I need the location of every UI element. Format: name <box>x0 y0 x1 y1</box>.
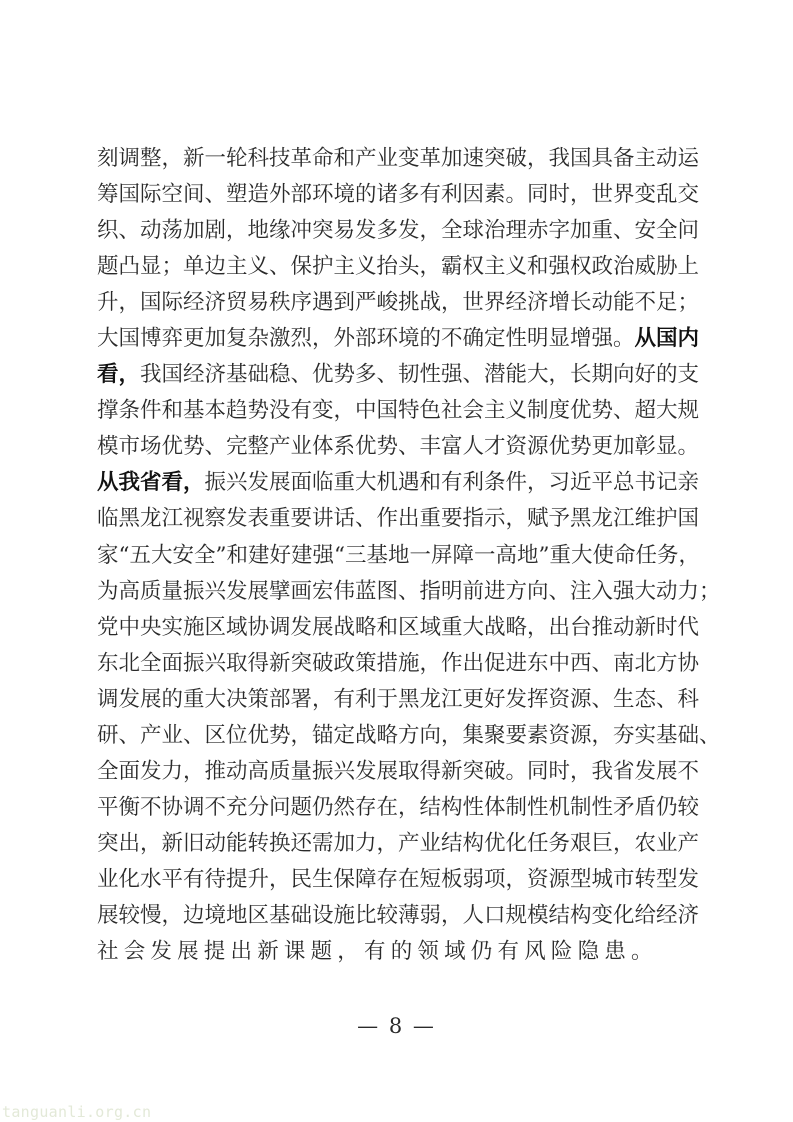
bold-heading-domestic-end: 看， <box>97 362 141 388</box>
text-segment: 大国博弈更加复杂激烈，外部环境的不确定性明显增强。 <box>97 326 635 352</box>
text-line <box>97 357 700 393</box>
text-line <box>97 321 700 357</box>
text-segment: 振兴发展面临重大机遇和有利条件，习近平总书记亲 <box>204 470 700 496</box>
text-line-last <box>97 934 693 970</box>
text-segment: 临黑龙江视察发表重要讲话、作出重要指示，赋予黑龙江维护国 <box>97 506 700 532</box>
text-line <box>97 790 700 826</box>
text-line <box>97 249 700 285</box>
text-segment: 织、动荡加剧，地缘冲突易发多发，全球治理赤字加重、安全问 <box>97 218 700 244</box>
text-line <box>97 574 721 610</box>
text-line <box>97 538 700 574</box>
text-line <box>97 646 700 682</box>
bold-heading-province: 从我省看， <box>97 470 205 496</box>
text-segment: 平衡不协调不充分问题仍然存在，结构性体制性机制性矛盾仍较 <box>97 794 700 820</box>
text-line <box>97 213 700 249</box>
text-line <box>97 177 700 213</box>
text-segment: 为高质量振兴发展擘画宏伟蓝图、指明前进方向、注入强大动力； <box>97 578 721 604</box>
text-segment: 撑条件和基本趋势没有变，中国特色社会主义制度优势、超大规 <box>97 398 700 424</box>
text-segment: 东北全面振兴取得新突破政策措施，作出促进东中西、南北方协 <box>97 650 700 676</box>
text-segment: 业化水平有待提升，民生保障存在短板弱项，资源型城市转型发 <box>97 866 700 892</box>
text-segment: 刻调整，新一轮科技革命和产业变革加速突破，我国具备主动运 <box>97 146 700 171</box>
text-segment: 升，国际经济贸易秩序遇到严峻挑战，世界经济增长动能不足； <box>97 290 700 316</box>
text-line <box>97 682 700 718</box>
text-segment: 党中央实施区域协调发展战略和区域重大战略，出台推动新时代 <box>97 614 700 640</box>
text-segment: 题凸显；单边主义、保护主义抬头，霸权主义和强权政治威胁上 <box>97 254 700 280</box>
text-line <box>97 898 700 934</box>
text-segment: 调发展的重大决策部署，有利于黑龙江更好发挥资源、生态、科 <box>97 686 700 712</box>
text-line <box>97 862 700 898</box>
page-number: — 8 — <box>357 1014 436 1038</box>
text-segment: 筹国际空间、塑造外部环境的诸多有利因素。同时，世界变乱交 <box>97 182 700 208</box>
text-line <box>97 285 700 321</box>
text-segment: 我国经济基础稳、优势多、韧性强、潜能大，长期向好的支 <box>140 362 700 388</box>
bold-heading-domestic: 从国内 <box>634 326 700 352</box>
text-line <box>97 501 700 537</box>
text-segment: 全面发力，推动高质量振兴发展取得新突破。同时，我省发展不 <box>97 758 700 784</box>
text-segment: 研、产业、区位优势，锚定战略方向，集聚要素资源，夯实基础、 <box>97 722 721 748</box>
body-paragraph <box>97 141 721 970</box>
text-line <box>97 465 700 501</box>
text-line <box>97 610 700 646</box>
text-segment: 模市场优势、完整产业体系优势、丰富人才资源优势更加彰显。 <box>97 434 700 460</box>
text-line <box>97 718 721 754</box>
text-line <box>97 393 700 429</box>
watermark: tanguanli.org.cn <box>2 1103 152 1121</box>
text-line <box>97 429 700 465</box>
text-segment: 突出，新旧动能转换还需加力，产业结构优化任务艰巨，农业产 <box>97 830 700 856</box>
text-line <box>97 754 700 790</box>
text-line <box>97 141 700 177</box>
text-segment: 家“五大安全”和建好建强“三基地一屏障一高地”重大使命任务， <box>97 542 700 568</box>
text-segment: 展较慢，边境地区基础设施比较薄弱，人口规模结构变化给经济 <box>97 902 700 928</box>
text-segment: 社会发展提出新课题，有的领域仍有风险隐患。 <box>97 939 658 965</box>
text-line <box>97 826 700 862</box>
